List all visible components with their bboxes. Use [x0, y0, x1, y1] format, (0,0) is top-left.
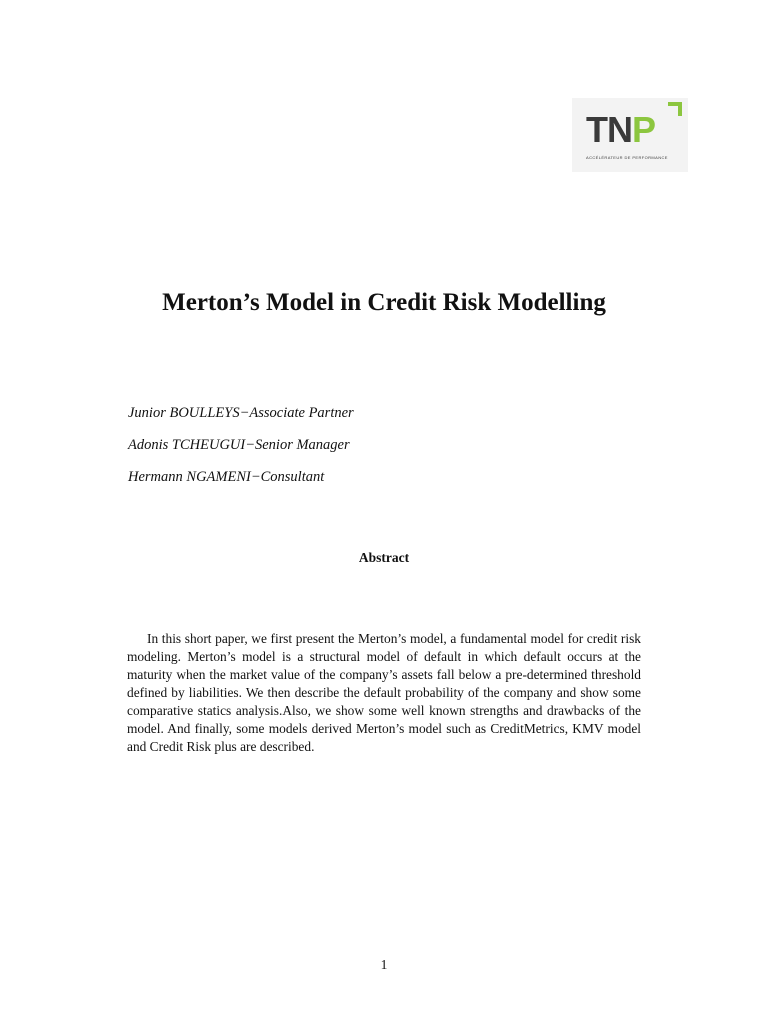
- author-list: [128, 403, 354, 499]
- logo-corner-mark: [668, 102, 682, 116]
- page-number: 1: [380, 957, 388, 972]
- abstract-body: In this short paper, we first present the Merton’s model, a fundamental model for credit risk modeling. Merton’s model is a structural model of default in which default occurs at the maturity when the market value of the company’s assets fall below a pre-determined threshold defined by liabilities. We then describe the default probability of the company and show some comparative statics analysis.Also, we show some well known strengths and drawbacks of the model. And finally, some models derived Merton’s model such as CreditMetrics, KMV model and Credit Risk plus are described.: [127, 631, 641, 754]
- logo-wordmark-accent: P: [632, 109, 656, 150]
- author-entry: Adonis TCHEUGUI−Senior Manager: [128, 437, 350, 453]
- abstract-heading: Abstract: [358, 550, 410, 565]
- logo-wordmark: [586, 110, 655, 150]
- author-entry: Hermann NGAMENI−Consultant: [128, 469, 325, 485]
- paper-title: Merton’s Model in Credit Risk Modelling: [162, 289, 606, 316]
- logo-tagline: ACCÉLÉRATEUR DE PERFORMANCE: [586, 155, 668, 160]
- logo-wordmark-main: TN: [586, 109, 632, 150]
- company-logo: [572, 98, 688, 172]
- author-entry: Junior BOULLEYS−Associate Partner: [128, 405, 354, 421]
